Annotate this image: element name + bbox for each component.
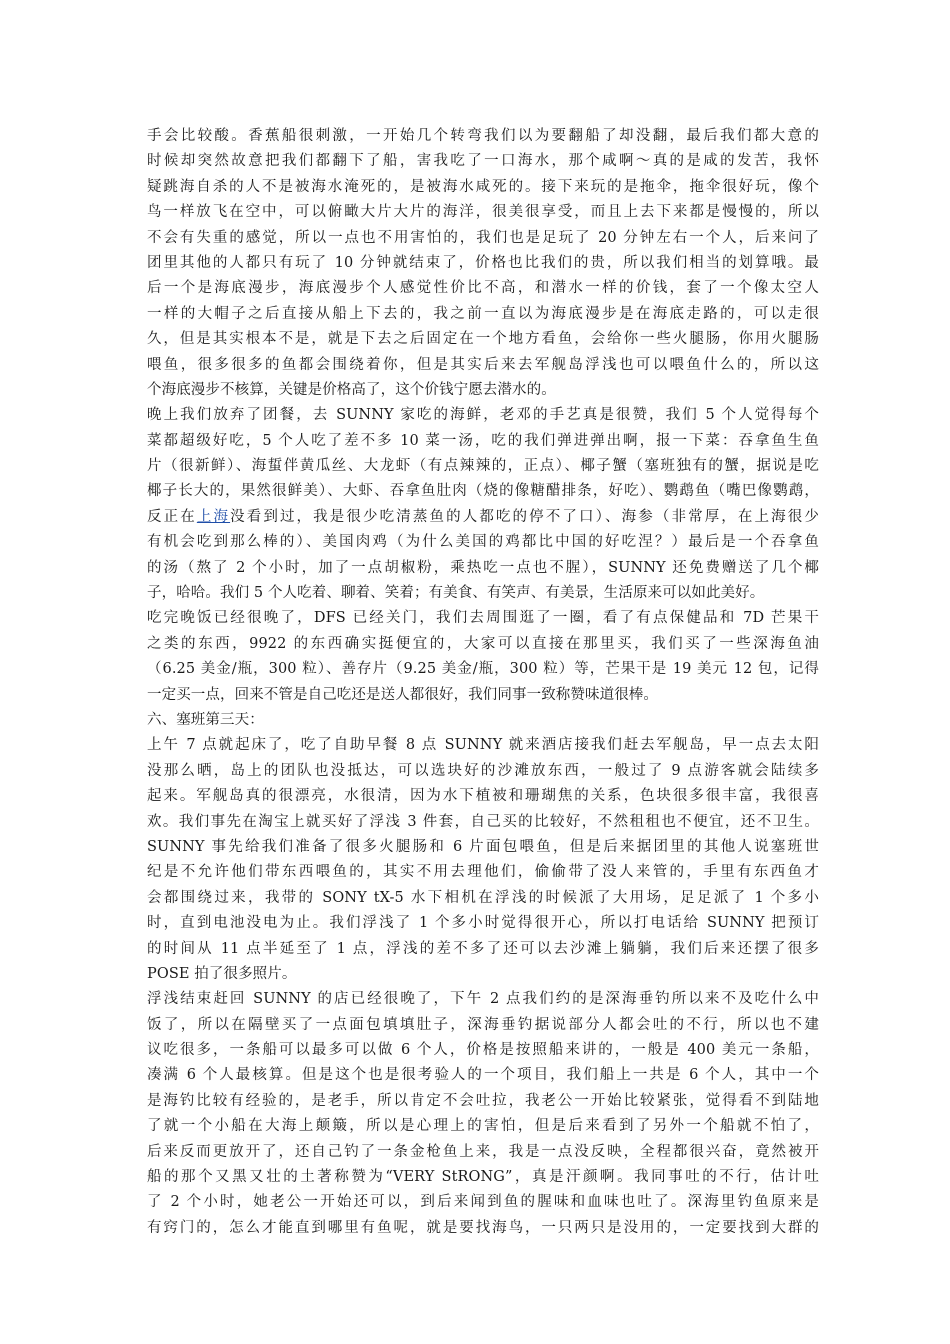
text-line: 了就一个小船在大海上颠簸，所以是心理上的害怕，但是后来看到了另外一个船就不怕了，	[147, 1118, 819, 1135]
heading-text: 六、塞班第三天：	[147, 711, 264, 728]
text-line: 浮浅结束赶回 SUNNY 的店已经很晚了，下午 2 点我们约的是深海垂钓所以来不及吃什么中	[147, 991, 819, 1008]
text-line: POSE 拍了很多照片。	[147, 965, 297, 982]
text-line: 团里其他的人都只有玩了 10 分钟就结束了，价格也比我们的贵，所以我们相当的划算哦。最	[147, 254, 819, 271]
text-line: 一样的大帽子之后直接从船上下去的，我之前一直以为海底漫步是在海底走路的，可以走很	[147, 305, 819, 322]
text-line: 个海底漫步不核算，关键是价格高了，这个价钱宁愿去潜水的。	[147, 381, 556, 398]
text-line: 没那么晒，岛上的团队也没抵达，可以选块好的沙滩放东西，一般过了 9 点游客就会陆续多	[147, 762, 819, 779]
text-line: 之类的东西，9922 的东西确实挺便宜的，大家可以直接在那里买，我们买了一些深海鱼油	[147, 635, 819, 652]
text-line: 后一个是海底漫步，海底漫步个人感觉性价比不高，和潜水一样的价钱，套了一个像太空人	[147, 280, 819, 297]
text-line-with-link	[147, 505, 819, 530]
text-line: 会都围绕过来，我带的 SONY tX-5 水下相机在浮浅的时候派了大用场，足足派了 1 个多小	[147, 889, 819, 906]
paragraph-3	[147, 606, 819, 708]
section-heading	[147, 708, 819, 733]
text-line: 饭了，所以在隔壁买了一点面包填填肚子，深海垂钓据说部分人都会吐的不行，所以也不建	[147, 1016, 819, 1033]
text-line: 手会比较酸。香蕉船很刺激，一开始几个转弯我们以为要翻船了却没翻，最后我们都大意的	[147, 128, 819, 144]
text-line: 一定买一点，回来不管是自己吃还是送人都很好，我们同事一致称赞味道很棒。	[147, 686, 658, 703]
text-line: 的汤（熬了 2 个小时，加了一点胡椒粉，乘热吃一点也不腥），SUNNY 还免费赠送了几个椰	[147, 559, 819, 576]
text-line: 欢。我们事先在淘宝上就买好了浮浅 3 件套，自己买的比较好，不然租租也不便宜，还不卫生。	[147, 813, 819, 830]
text-line: 船的那个又黑又壮的土著称赞为“VERY StRONG”，真是汗颜啊。我同事吐的不行，估计吐	[147, 1169, 819, 1186]
paragraph-5	[147, 733, 819, 987]
text-line: 菜都超级好吃，5 个人吃了差不多 10 菜一汤，吃的我们弹进弹出啊，报一下菜：吞拿鱼生鱼	[147, 432, 819, 449]
text-line: 喂鱼，很多很多的鱼都会围绕着你，但是其实后来去军舰岛浮浅也可以喂鱼什么的，所以这	[147, 356, 819, 373]
text-line: 片（很新鲜）、海蜇伴黄瓜丝、大龙虾（有点辣辣的，正点）、椰子蟹（塞班独有的蟹，据说是吃	[147, 458, 819, 475]
text-line: 议吃很多，一条船可以最多可以做 6 个人，价格是按照船来讲的，一般是 400 美元一条船，	[147, 1042, 819, 1059]
text-line: 了 2 个小时，她老公一开始还可以，到后来闻到鱼的腥味和血味也吐了。深海里钓鱼原来是	[147, 1194, 819, 1211]
text-line: 子，哈哈。我们 5 个人吃着、聊着、笑着；有美食、有笑声、有美景，生活原来可以如此美好。	[147, 585, 765, 602]
text-line: 时候却突然故意把我们都翻下了船，害我吃了一口海水，那个咸啊～真的是咸的发苦，我怀	[147, 153, 819, 170]
text-line: 久，但是其实根本不是，就是下去之后固定在一个地方看鱼，会给你一些火腿肠，你用火腿肠	[147, 331, 819, 348]
text-line: 不会有失重的感觉，所以一点也不用害怕的，我们也是足玩了 20 分钟左右一个人，后来问了	[147, 229, 819, 246]
text-line: 晚上我们放弃了团餐，去 SUNNY 家吃的海鲜，老邓的手艺真是很赞，我们 5 个人觉得每个	[147, 407, 819, 424]
document-page	[147, 124, 819, 1241]
text-line: 有窍门的，怎么才能直到哪里有鱼呢，就是要找海鸟，一只两只是没用的，一定要找到大群的	[147, 1219, 819, 1236]
text-line: 上午 7 点就起床了，吃了自助早餐 8 点 SUNNY 就来酒店接我们赶去军舰岛，早一点去太阳	[147, 737, 819, 754]
text-line: 是海钓比较有经验的，是老手，所以肯定不会吐拉，我老公一开始比较紧张，觉得看不到陆地	[147, 1092, 819, 1109]
paragraph-6	[147, 987, 819, 1241]
text-line: 吃完晚饭已经很晚了，DFS 已经关门，我们去周围逛了一圈，看了有点保健品和 7D 芒果干	[147, 610, 819, 627]
text-line: 疑跳海自杀的人不是被海水淹死的，是被海水咸死的。接下来玩的是拖伞，拖伞很好玩，像个	[147, 178, 819, 195]
text-line: （6.25 美金/瓶，300 粒）、善存片（9.25 美金/瓶，300 粒）等，芒果干是 19 美元 12 包，记得	[147, 661, 819, 678]
text-line: 椰子长大的，果然很鲜美）、大虾、吞拿鱼肚肉（烧的像糖醋排条，好吃）、鹦鹉鱼（嘴巴像鹦鹉，	[147, 483, 819, 500]
text-segment: 没看到过，我是很少吃清蒸鱼的人都吃的停不了口）、海参（非常厚，在上海很少	[230, 508, 819, 525]
text-line: 纪是不允许他们带东西喂鱼的，其实不用去理他们，偷偷带了没人来管的，手里有东西鱼才	[147, 864, 819, 881]
text-segment: 反正在	[147, 508, 197, 525]
shanghai-link[interactable]: 上海	[196, 508, 231, 525]
paragraph-2	[147, 403, 819, 606]
paragraph-1	[147, 124, 819, 403]
text-line: 起来。军舰岛真的很漂亮，水很清，因为水下植被和珊瑚焦的关系，色块很多很丰富，我很喜	[147, 788, 819, 805]
text-line: 的时间从 11 点半延至了 1 点，浮浅的差不多了还可以去沙滩上躺躺，我们后来还摆了很多	[147, 940, 819, 957]
text-line: SUNNY 事先给我们准备了很多火腿肠和 6 片面包喂鱼，但是后来据团里的其他人说塞班世	[147, 838, 819, 855]
text-line: 后来反而更放开了，还自己钓了一条金枪鱼上来，我是一点没反映，全程都很兴奋，竟然被开	[147, 1143, 819, 1160]
text-line: 有机会吃到那么棒的）、美国肉鸡（为什么美国的鸡都比中国的好吃涅？）最后是一个吞拿鱼	[147, 534, 819, 551]
text-line: 凑满 6 个人最核算。但是这个也是很考验人的一个项目，我们船上一共是 6 个人，其中一个	[147, 1067, 819, 1084]
text-line: 时，直到电池没电为止。我们浮浅了 1 个多小时觉得很开心，所以打电话给 SUNNY 把预订	[147, 915, 819, 932]
text-line: 鸟一样放飞在空中，可以俯瞰大片大片的海洋，很美很享受，而且上去下来都是慢慢的，所以	[147, 204, 819, 221]
